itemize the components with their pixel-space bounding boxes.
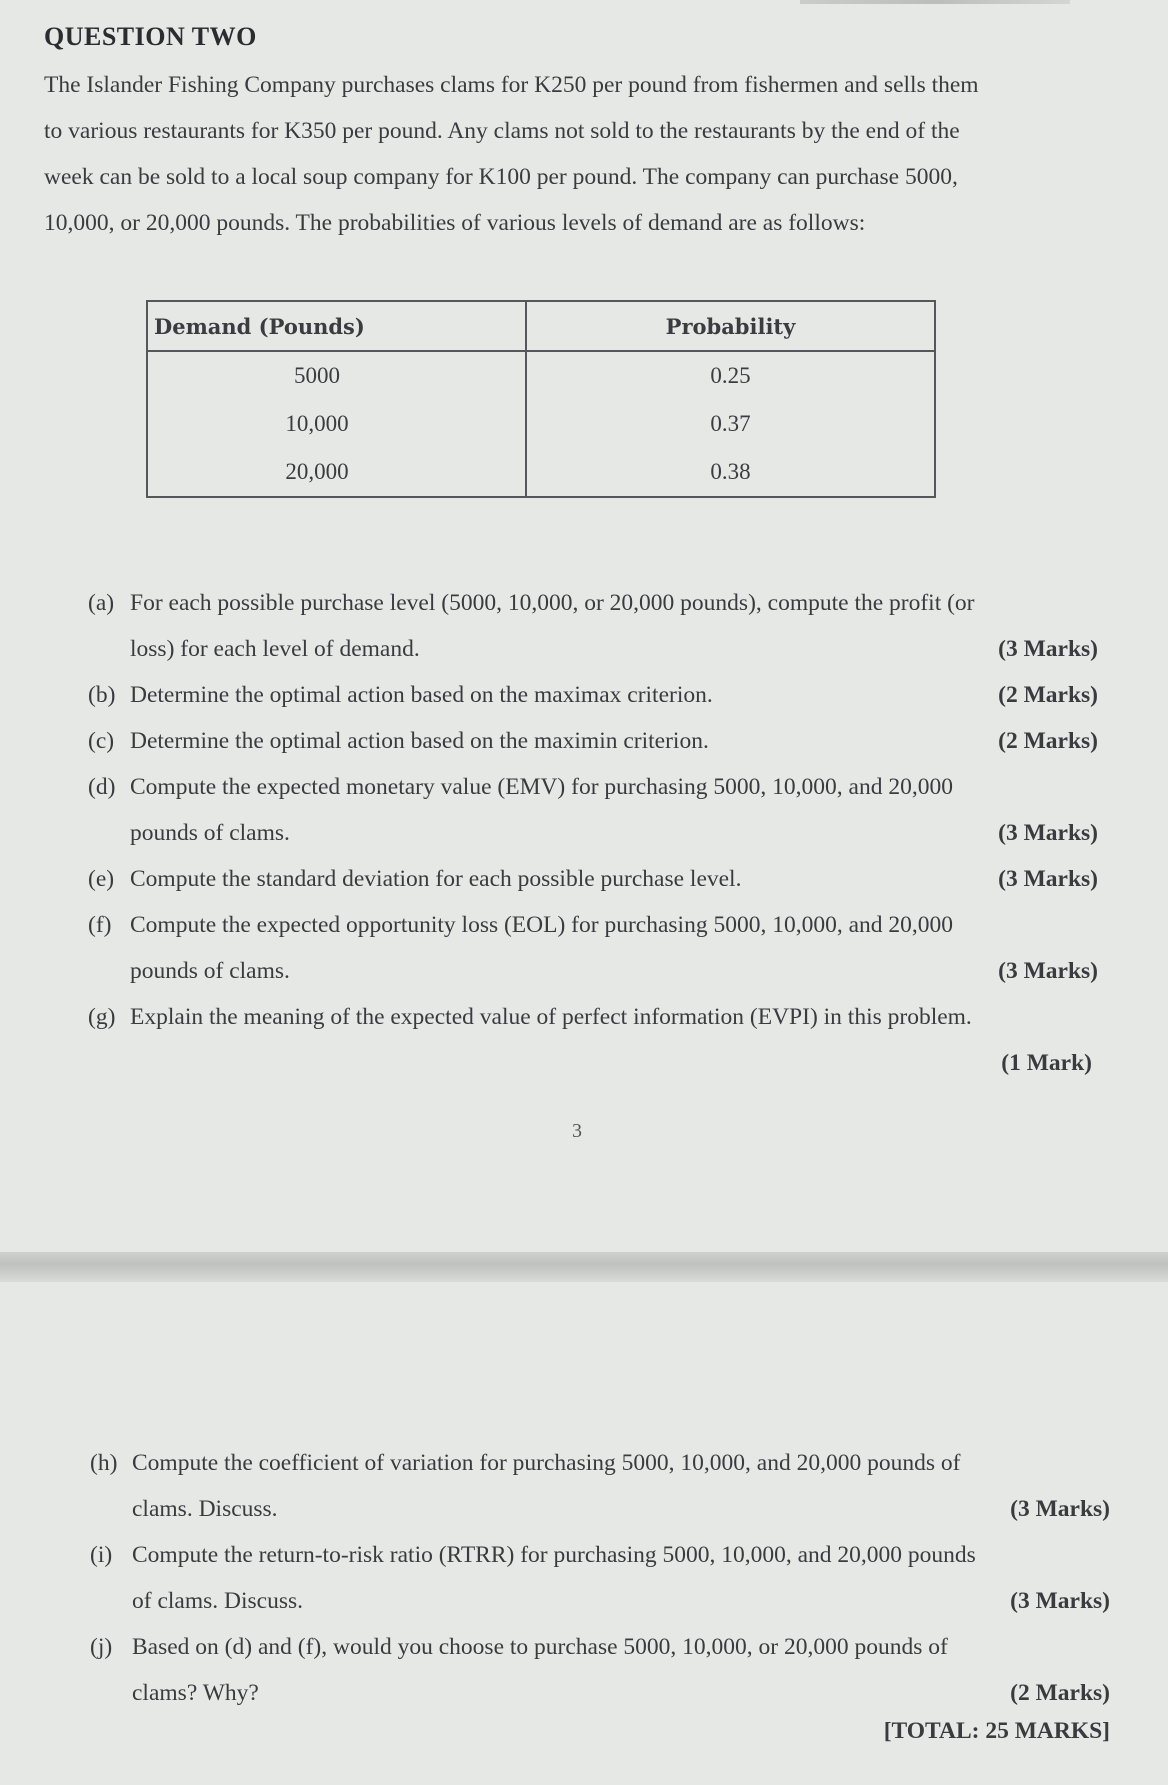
sub-question-label: (h) — [90, 1450, 118, 1476]
marks-allocation: (3 Marks) — [998, 866, 1098, 892]
sub-question-text: For each possible purchase level (5000, 10,000, or 20,000 pounds), compute the profit (or — [130, 590, 975, 616]
sub-question-text: Compute the expected monetary value (EMV) for purchasing 5000, 10,000, and 20,000 — [130, 774, 953, 800]
page-number: 3 — [572, 1120, 582, 1142]
marks-allocation: (3 Marks) — [1010, 1588, 1110, 1614]
probability-cell: 0.25 — [526, 351, 935, 400]
sub-questions-h-to-j — [90, 1440, 1110, 1716]
marks-allocation: (3 Marks) — [998, 636, 1098, 662]
scan-edge-artifact — [800, 0, 1070, 4]
demand-probability-table — [146, 300, 936, 498]
table-row — [147, 400, 935, 448]
intro-line: The Islander Fishing Company purchases clams for K250 per pound from fishermen and sells them — [44, 72, 979, 98]
page-break-divider — [0, 1252, 1168, 1282]
demand-column-header: Demand (Pounds) — [147, 301, 526, 351]
marks-allocation: (3 Marks) — [1010, 1496, 1110, 1522]
sub-question-j — [90, 1624, 1110, 1716]
demand-cell: 20,000 — [147, 448, 526, 497]
sub-question-text: Compute the expected opportunity loss (EOL) for purchasing 5000, 10,000, and 20,000 — [130, 912, 954, 938]
marks-allocation: (3 Marks) — [998, 958, 1098, 984]
sub-question-label: (j) — [90, 1634, 113, 1660]
question-title: QUESTION TWO — [44, 22, 257, 51]
sub-question-label: (c) — [88, 728, 115, 754]
sub-question-text: Compute the return-to-risk ratio (RTRR) for purchasing 5000, 10,000, and 20,000 pounds — [132, 1542, 976, 1568]
sub-question-label: (d) — [88, 774, 116, 800]
sub-question-text-cont: loss) for each level of demand. — [130, 636, 420, 662]
total-marks: [TOTAL: 25 MARKS] — [883, 1718, 1110, 1744]
probability-cell: 0.38 — [526, 448, 935, 497]
marks-allocation: (2 Marks) — [998, 728, 1098, 754]
sub-question-text-cont: of clams. Discuss. — [132, 1588, 304, 1614]
sub-question-text: Determine the optimal action based on the maximax criterion. — [130, 682, 713, 708]
table-row — [147, 351, 935, 400]
sub-question-h — [90, 1440, 1110, 1532]
sub-question-b — [88, 672, 1098, 718]
marks-allocation: (2 Marks) — [1010, 1680, 1110, 1706]
sub-question-label: (b) — [88, 682, 116, 708]
table-header-row — [147, 301, 935, 351]
sub-question-a — [88, 580, 1098, 672]
sub-question-f — [88, 902, 1098, 994]
question-intro — [44, 62, 1094, 246]
sub-question-label: (f) — [88, 912, 112, 938]
sub-question-c — [88, 718, 1098, 764]
sub-question-label: (g) — [88, 1004, 116, 1030]
intro-line: week can be sold to a local soup company for K100 per pound. The company can purchase 5000, — [44, 164, 958, 190]
demand-cell: 10,000 — [147, 400, 526, 448]
marks-allocation: (1 Mark) — [1001, 1050, 1092, 1076]
sub-question-text: Determine the optimal action based on the maximin criterion. — [130, 728, 709, 754]
sub-question-text: Compute the standard deviation for each possible purchase level. — [130, 866, 742, 892]
demand-cell: 5000 — [147, 351, 526, 400]
probability-column-header: Probability — [526, 301, 935, 351]
intro-line: to various restaurants for K350 per pound. Any clams not sold to the restaurants by the end of the — [44, 118, 960, 144]
sub-question-d — [88, 764, 1098, 856]
sub-question-text-cont: clams. Discuss. — [132, 1496, 278, 1522]
sub-question-text-cont: pounds of clams. — [130, 820, 290, 846]
sub-questions-a-to-g — [88, 580, 1098, 1086]
probability-cell: 0.37 — [526, 400, 935, 448]
marks-allocation: (3 Marks) — [998, 820, 1098, 846]
sub-question-e — [88, 856, 1098, 902]
intro-line: 10,000, or 20,000 pounds. The probabilities of various levels of demand are as follows: — [44, 210, 866, 236]
marks-allocation: (2 Marks) — [998, 682, 1098, 708]
sub-question-label: (a) — [88, 590, 115, 616]
sub-question-text: Based on (d) and (f), would you choose to purchase 5000, 10,000, or 20,000 pounds of — [132, 1634, 948, 1660]
sub-question-g — [88, 994, 1098, 1086]
sub-question-i — [90, 1532, 1110, 1624]
sub-question-label: (e) — [88, 866, 115, 892]
table-row — [147, 448, 935, 497]
sub-question-text-cont: pounds of clams. — [130, 958, 290, 984]
sub-question-text: Explain the meaning of the expected value of perfect information (EVPI) in this problem. — [130, 1004, 972, 1030]
sub-question-text-cont: clams? Why? — [132, 1680, 259, 1706]
sub-question-label: (i) — [90, 1542, 113, 1568]
sub-question-text: Compute the coefficient of variation for purchasing 5000, 10,000, and 20,000 pounds of — [132, 1450, 961, 1476]
